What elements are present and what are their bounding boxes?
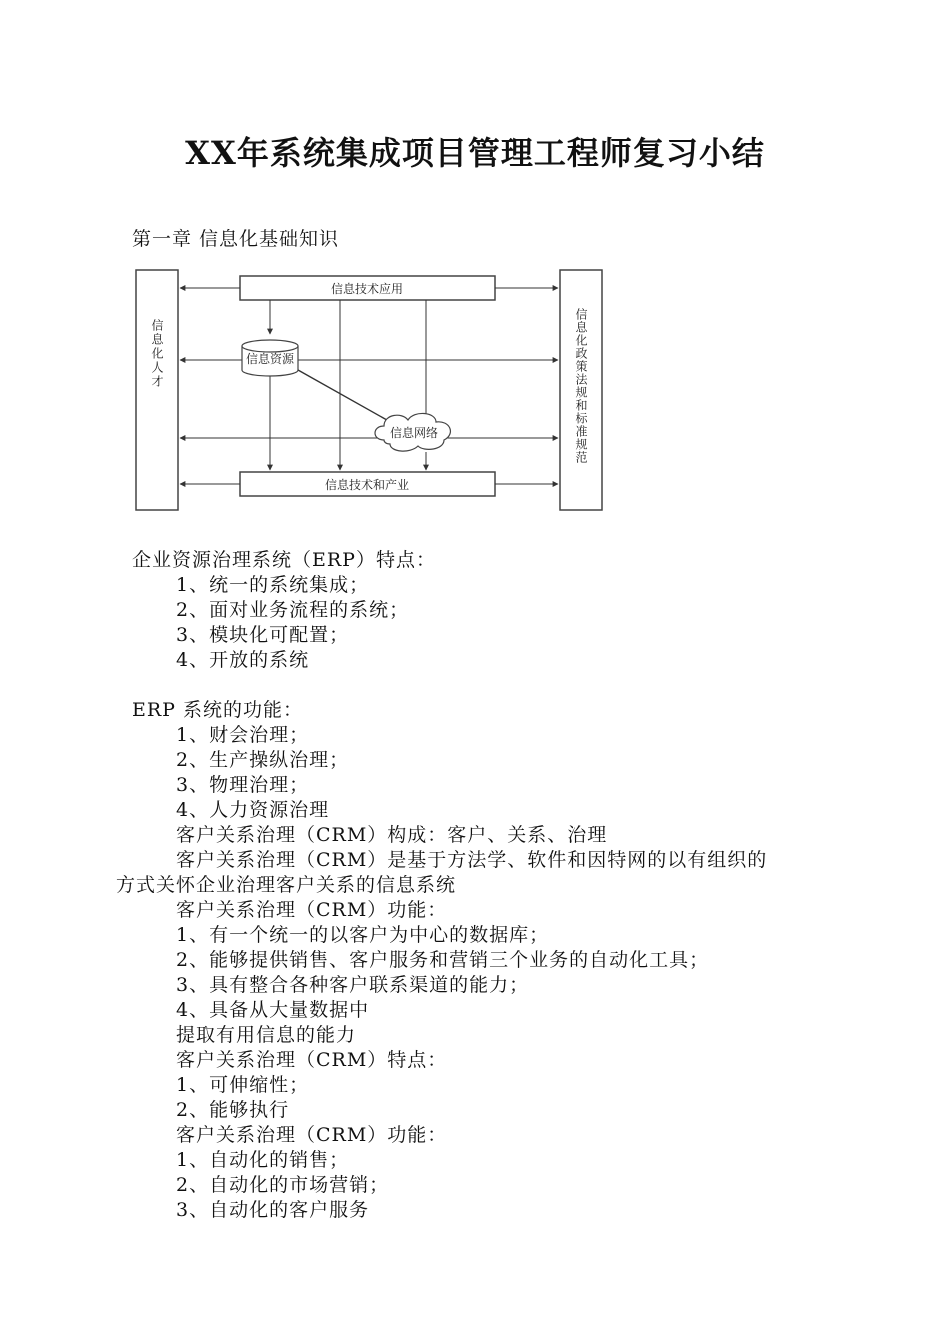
page-title: XX年系统集成项目管理工程师复习小结 (185, 134, 765, 172)
tech-application-label: 信息技术应用 (330, 282, 404, 296)
text-line: 客户关系治理（CRM）构成：客户、关系、治理 (176, 824, 608, 846)
text-line: 3、具有整合各种客户联系渠道的能力； (176, 974, 530, 996)
text-line: 1、统一的系统集成； (176, 574, 370, 596)
text-line: 1、财会治理； (176, 724, 310, 746)
text-line: 提取有用信息的能力 (176, 1024, 357, 1046)
talent-box (136, 270, 178, 510)
text-line: 3、物理治理； (176, 774, 310, 796)
text-line: 2、能够执行 (176, 1099, 290, 1121)
text-line: 4、具备从大量数据中 (176, 999, 370, 1021)
text-line: 客户关系治理（CRM）是基于方法学、软件和因特网的以有组织的 (176, 849, 768, 871)
text-line: 客户关系治理（CRM）功能： (176, 1124, 448, 1146)
text-line: 3、模块化可配置； (176, 624, 350, 646)
text-line: 客户关系治理（CRM）特点： (176, 1049, 448, 1071)
informatization-diagram (132, 262, 606, 514)
text-line: 4、人力资源治理 (176, 799, 330, 821)
text-line: 方式关怀企业治理客户关系的信息系统 (116, 874, 457, 896)
text-line: 2、自动化的市场营销； (176, 1174, 390, 1196)
talent-label: 信息化人才 (150, 319, 164, 389)
text-line: 2、面对业务流程的系统； (176, 599, 410, 621)
text-line: ERP 系统的功能： (132, 699, 303, 721)
text-line: 1、自动化的销售； (176, 1149, 350, 1171)
text-line: 1、可伸缩性； (176, 1074, 310, 1096)
network-label: 信息网络 (389, 426, 439, 440)
resource-label: 信息资源 (245, 352, 295, 366)
text-line: 3、自动化的客户服务 (176, 1199, 370, 1221)
policy-label: 信息化政策法规和标准规范 (574, 308, 588, 464)
text-line: 2、生产操纵治理； (176, 749, 350, 771)
chapter-heading: 第一章 信息化基础知识 (132, 228, 340, 250)
text-line: 企业资源治理系统（ERP）特点： (132, 549, 436, 571)
text-line: 客户关系治理（CRM）功能： (176, 899, 448, 921)
tech-industry-label: 信息技术和产业 (324, 478, 410, 492)
text-line: 4、开放的系统 (176, 649, 310, 671)
text-line: 1、有一个统一的以客户为中心的数据库； (176, 924, 550, 946)
text-line: 2、能够提供销售、客户服务和营销三个业务的自动化工具； (176, 949, 710, 971)
